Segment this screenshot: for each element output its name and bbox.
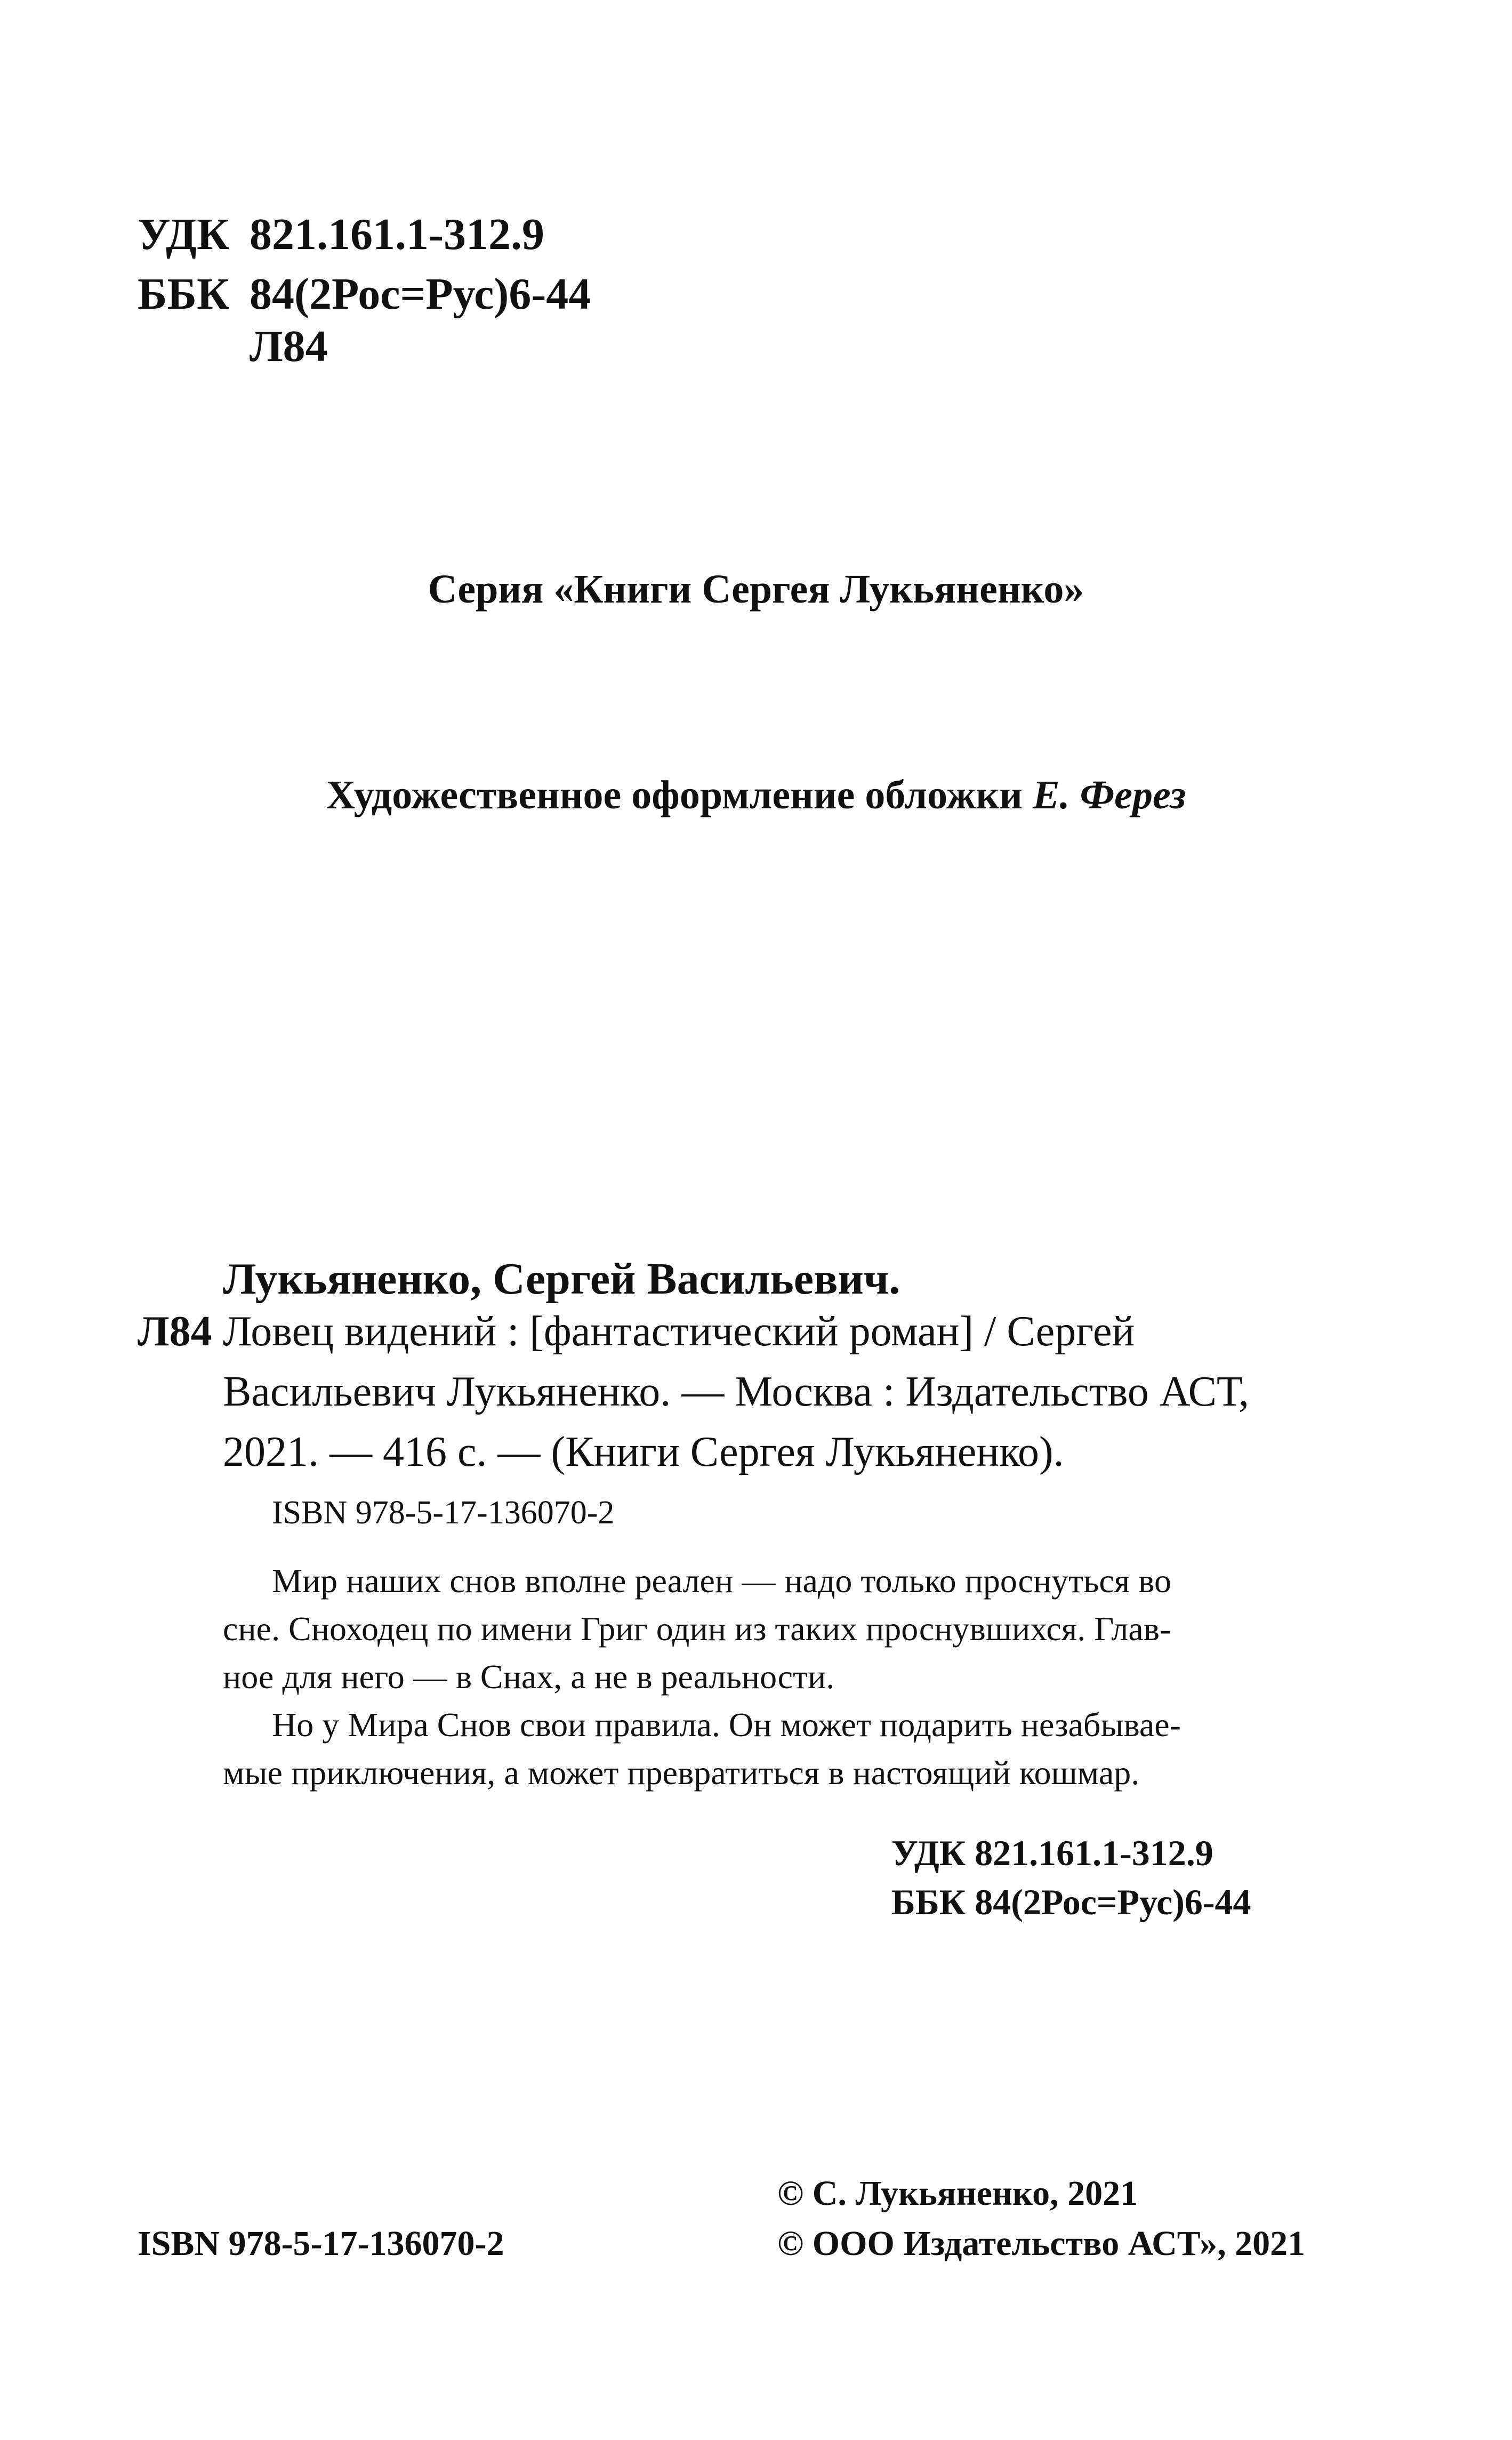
bib-line: 2021. — 416 с. — (Книги Сергея Лукьяненко).: [223, 1428, 1064, 1475]
udk-key: УДК: [138, 210, 229, 259]
copyright-publisher: © ООО Издательство АСТ», 2021: [777, 2224, 1306, 2263]
udk-value: 821.161.1-312.9: [250, 210, 544, 259]
annotation-line: сне. Сноходец по имени Григ один из таких проснувшихся. Глав-: [223, 1610, 1171, 1648]
series-line: Серия «Книги Сергея Лукьяненко»: [428, 567, 1084, 612]
bbk-key: ББК: [138, 269, 229, 319]
annotation-line: мые приключения, а может превратиться в настоящий кошмар.: [223, 1754, 1140, 1792]
udk-bottom: УДК 821.161.1-312.9: [891, 1833, 1213, 1873]
bib-line: Васильевич Лукьяненко. — Москва : Издательство АСТ,: [223, 1368, 1249, 1415]
bbk-value: 84(2Рос=Рус)6-44: [250, 269, 591, 319]
annotation-line: Мир наших снов вполне реален — надо только проснуться во: [272, 1562, 1171, 1600]
bib-line: Ловец видений : [фантастический роман] / Сергей: [223, 1308, 1135, 1355]
bbk-bottom: ББК 84(2Рос=Рус)6-44: [891, 1882, 1251, 1922]
isbn-footer: ISBN 978-5-17-136070-2: [138, 2224, 504, 2263]
udk-top: [138, 212, 544, 257]
cover-artist: Е. Ферез: [1032, 773, 1186, 817]
author-sign-left: Л84: [138, 1308, 212, 1355]
copyright-author: © С. Лукьяненко, 2021: [777, 2174, 1138, 2213]
cover-design-prefix: Художественное оформление обложки: [326, 773, 1033, 817]
author-sign-top: Л84: [250, 322, 328, 371]
annotation-line: ное для него — в Снах, а не в реальности.: [223, 1658, 835, 1696]
annotation-line: Но у Мира Снов свои правила. Он может подарить незабывае-: [272, 1706, 1181, 1744]
isbn-bib: ISBN 978-5-17-136070-2: [272, 1495, 615, 1531]
cover-design-line: [0, 772, 1512, 818]
author-heading: Лукьяненко, Сергей Васильевич.: [223, 1254, 900, 1304]
bbk-top: [138, 269, 591, 319]
